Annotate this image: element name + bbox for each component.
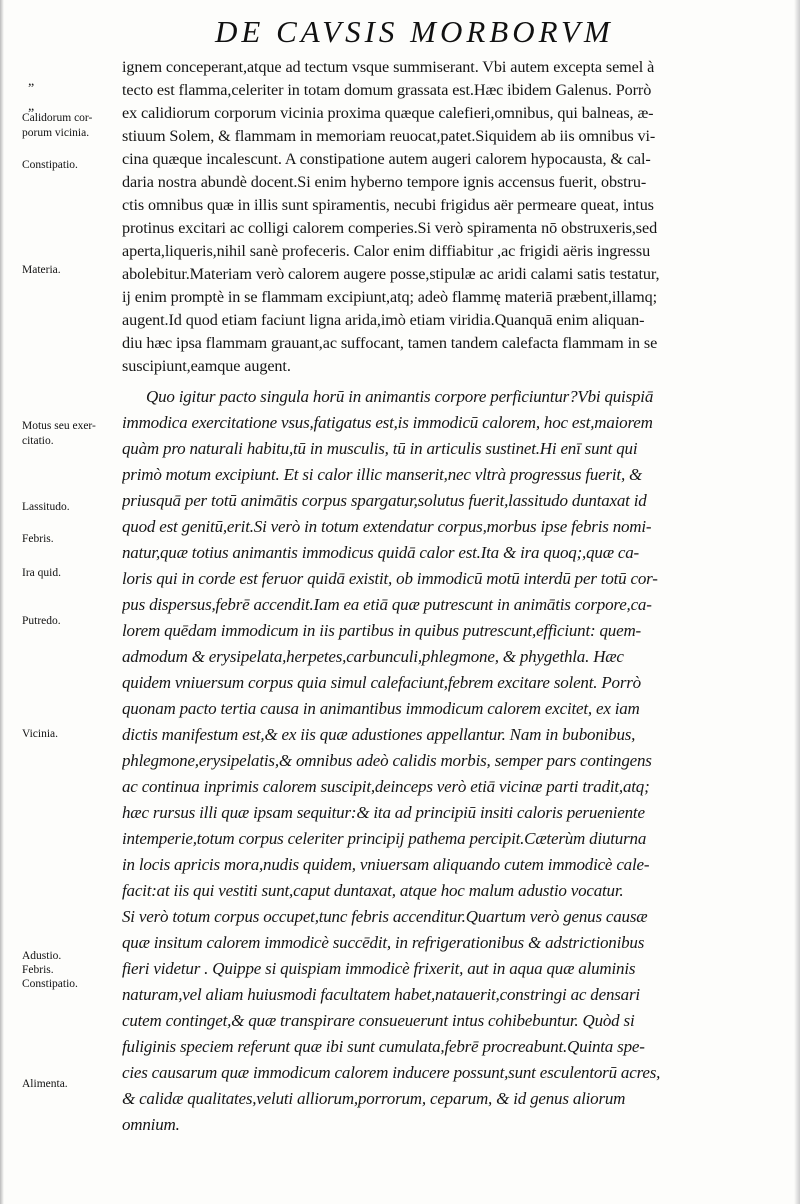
text-line: pus dispersus,febrē accendit.Iam ea etiā quæ putrescunt in animātis corpore,ca- — [122, 595, 652, 614]
text-line: phlegmone,erysipelatis,& omnibus adeò calidis morbis, semper pars contingens — [122, 751, 652, 770]
text-line: quonam pacto tertia causa in animantibus immodicum calorem excitet, ex iam — [122, 699, 640, 718]
text-line: quæ insitum calorem immodicè succēdit, in refrigerationibus & adstrictionibus — [122, 933, 645, 952]
margin-note: Materia. — [22, 264, 61, 276]
text-line: quod est genitū,erit.Si verò in totum extendatur corpus,morbus ipse febris nomi- — [122, 517, 652, 536]
text-line: fuliginis speciem referunt quæ ibi sunt cumulata,febrē procreabunt.Quinta spe- — [122, 1037, 645, 1056]
margin-note: citatio. — [22, 435, 54, 447]
text-line: intemperie,totum corpus celeriter principij pathema percipit.Cæterùm diuturna — [122, 829, 647, 848]
text-line: ignem conceperant,atque ad tectum vsque summiserant. Vbi autem excepta semel à — [122, 58, 655, 76]
text-line: loris qui in corde est feruor quidā existit, ob immodicū motū interdū per totū cor- — [122, 569, 658, 588]
text-line: diu hæc ipsa flammam grauant,ac suffocant, tamen tandem calefacta flammam in se — [122, 334, 658, 352]
text-line: Si verò totum corpus occupet,tunc febris accenditur.Quartum verò genus causæ — [122, 907, 648, 926]
text-line: aperta,liqueris,nihil sanè profeceris. Calor enim diffiabitur ,ac frigidi aëris ingressu — [122, 242, 651, 260]
page-edge-shadow — [0, 0, 4, 1204]
text-line: ij enim promptè in se flammam excipiunt,atq; adeò flammę materiā præbent,illamq; — [122, 288, 658, 306]
running-header: DE CAVSIS MORBORVM — [215, 14, 614, 49]
margin-note: porum vicinia. — [22, 127, 90, 139]
text-line: omnium. — [122, 1115, 180, 1134]
text-line: immodica exercitatione vsus,fatigatus est,is immodicū calorem, hoc est,maiorem — [122, 413, 653, 432]
text-line: cutem continget,& quæ transpirare consueuerunt intus cohibebuntur. Quòd si — [122, 1011, 635, 1030]
margin-note: Adustio. — [22, 950, 62, 962]
text-line: & calidæ qualitates,veluti alliorum,porrorum, ceparum, & id genus aliorum — [122, 1089, 626, 1108]
margin-note: Putredo. — [22, 615, 61, 627]
text-line: quidem vniuersum corpus quia simul calefaciunt,febrem excitare solent. Porrò — [122, 673, 641, 692]
margin-note: Ira quid. — [22, 567, 61, 579]
margin-note: Febris. — [22, 964, 54, 976]
text-line: quàm pro naturali habitu,tū in musculis, tū in articulis sustinet.Hi enī sunt qui — [122, 439, 638, 458]
margin-note: Motus seu exer- — [22, 420, 96, 432]
text-line: abolebitur.Materiam verò calorem augere posse,stipulæ ac aridi calami satis testatur, — [122, 265, 660, 283]
text-line: protinus excitari ac colligi calorem comperies.Si verò spiramenta nō obstruxeris,sed — [122, 219, 658, 237]
text-line: facit:at iis qui vestiti sunt,caput duntaxat, atque hoc malum adustio vocatur. — [122, 881, 624, 900]
text-line: ctis omnibus quæ in illis sunt spiramentis, necubi frigidus aër permeare queat, intus — [122, 196, 654, 214]
text-line: ac continua inprimis calorem suscipit,deinceps verò etiā vicinæ parti tradit,atq; — [122, 777, 650, 796]
text-line: stiuum Solem, & flammam in memoriam reuocat,patet.Siquidem ab iis omnibus vi- — [122, 127, 656, 145]
text-line: augent.Id quod etiam faciunt ligna arida,imò etiam viridia.Quanquā enim aliquan- — [122, 311, 645, 329]
text-line: priusquā per totū animātis corpus spargatur,solutus fuerit,lassitudo duntaxat id — [122, 491, 647, 510]
text-line: cies causarum quæ immodicum calorem inducere possunt,sunt esculentorū acres, — [122, 1063, 661, 1082]
margin-note: Constipatio. — [22, 978, 78, 990]
margin-note: Constipatio. — [22, 159, 78, 171]
text-line: dictis manifestum est,& ex iis quæ adustiones appellantur. Nam in bubonibus, — [122, 725, 636, 744]
text-line: cina quæque incalescunt. A constipatione autem augeri calorem hypocausta, & cal- — [122, 150, 651, 168]
text-line: tecto est flamma,celeriter in totam domum grassata est.Hæc ibidem Galenus. Porrò — [122, 81, 652, 99]
margin-note: Alimenta. — [22, 1078, 68, 1090]
text-line: daria nostra abundè docent.Si enim hyberno tempore ignis accensus fuerit, obstru- — [122, 173, 647, 191]
text-line: in locis apricis mora,nudis quidem, vniuersam aliquando cutem immodicè cale- — [122, 855, 650, 874]
margin-note: Lassitudo. — [22, 501, 70, 513]
page-edge-shadow — [794, 0, 800, 1204]
text-line: Quo igitur pacto singula horū in animantis corpore perficiuntur?Vbi quispiā — [146, 387, 654, 406]
margin-note: Calidorum cor- — [22, 112, 93, 124]
text-line: hæc rursus illi quæ ipsam sequitur:& ita ad principiū insiti caloris perueniente — [122, 803, 645, 822]
text-line: ex calidiorum corporum vicinia proxima quæque calefieri,omnibus, qui balneas, æ- — [122, 104, 654, 122]
margin-mark: „ — [28, 99, 35, 114]
text-line: admodum & erysipelata,herpetes,carbunculi,phlegmone, & phygethla. Hæc — [122, 647, 624, 666]
text-line: suscipiunt,eamque augent. — [122, 357, 291, 375]
text-line: natur,quæ totius animantis immodicus quidā calor est.Ita & ira quoq;,quæ ca- — [122, 543, 639, 562]
margin-note: Febris. — [22, 533, 54, 545]
text-line: primò motum excipiunt. Et si calor illic manserit,nec vltrà progressus fuerit, & — [122, 465, 643, 484]
text-line: fieri videtur . Quippe si quispiam immodicè frixerit, aut in aqua quæ aluminis — [122, 959, 636, 978]
text-line: lorem quēdam immodicum in iis partibus in quibus putrescunt,efficiunt: quem- — [122, 621, 641, 640]
margin-mark: „ — [28, 74, 35, 89]
text-line: naturam,vel aliam huiusmodi facultatem habet,natauerit,constringi ac densari — [122, 985, 640, 1004]
margin-note: Vicinia. — [22, 728, 59, 740]
